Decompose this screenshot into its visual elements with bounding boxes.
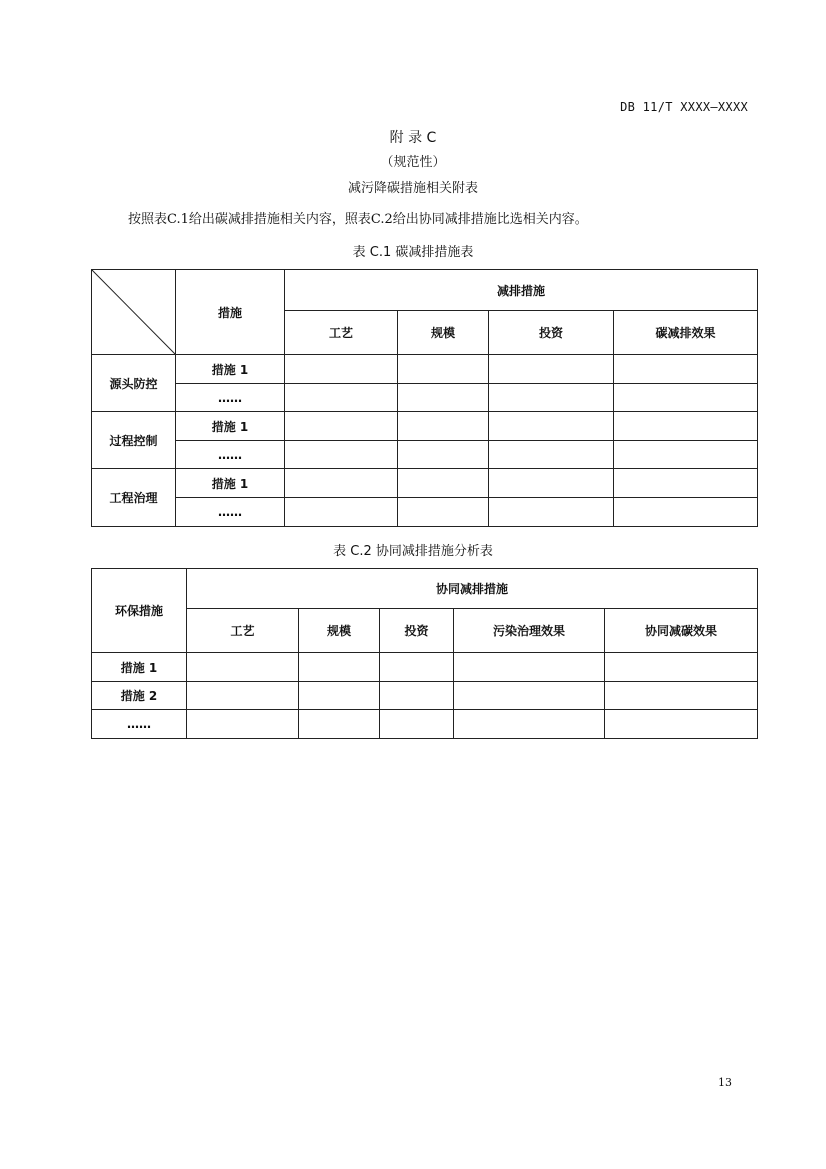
appendix-type: （规范性） [380,155,446,170]
table-cell [380,653,454,682]
table-cell [605,653,758,682]
row-label: 措施 1 [176,355,285,384]
table-cell [605,682,758,710]
table-cell [398,412,489,441]
table-cell [454,710,605,739]
table-cell [489,355,614,384]
row-label: 措施 1 [176,469,285,498]
table-cell [614,412,758,441]
intro-paragraph: 按照表C.1给出碳减排措施相关内容，照表C.2给出协同减排措施比选相关内容。 [128,212,588,227]
column-header: 投资 [380,609,454,653]
table-cell [187,653,299,682]
table-cell [398,384,489,412]
table-cell [285,441,398,469]
measure-column-header: 措施 [176,270,285,355]
synergy-measures-header: 协同减排措施 [187,569,758,609]
row-label: …… [176,384,285,412]
table-cell [454,653,605,682]
table-cell [489,498,614,527]
table-cell [489,412,614,441]
carbon-reduction-table [91,269,758,527]
table-cell [285,498,398,527]
diagonal-line [92,270,175,354]
table-cell [398,469,489,498]
table-cell [380,682,454,710]
column-header: 工艺 [285,311,398,355]
diagonal-header-cell [92,270,176,355]
row-label: …… [176,441,285,469]
group-label: 过程控制 [92,412,176,469]
column-header: 工艺 [187,609,299,653]
table-cell [398,498,489,527]
column-header: 投资 [489,311,614,355]
group-label: 工程治理 [92,469,176,527]
group-label: 源头防控 [92,355,176,412]
column-header: 碳减排效果 [614,311,758,355]
table-cell [285,384,398,412]
table-cell [489,469,614,498]
table-cell [187,682,299,710]
row-label: 措施 2 [92,682,187,710]
table-cell [614,441,758,469]
table-cell [299,653,380,682]
column-header: 规模 [299,609,380,653]
table-cell [285,469,398,498]
table1-caption: 表 C.1 碳减排措施表 [352,245,474,260]
table-cell [285,355,398,384]
document-code: DB 11/T XXXX—XXXX [620,100,748,114]
table-cell [614,469,758,498]
table2-caption: 表 C.2 协同减排措施分析表 [333,544,493,559]
table-cell [299,682,380,710]
table-cell [398,441,489,469]
row-label: 措施 1 [176,412,285,441]
table-cell [454,682,605,710]
row-label: 措施 1 [92,653,187,682]
table-cell [285,412,398,441]
synergy-reduction-table [91,568,758,739]
column-header: 污染治理效果 [454,609,605,653]
reduction-measures-header: 减排措施 [285,270,758,311]
table-cell [187,710,299,739]
section-title: 减污降碳措施相关附表 [347,181,478,196]
table-cell [614,498,758,527]
env-measure-header: 环保措施 [92,569,187,653]
table-cell [398,355,489,384]
row-label: …… [176,498,285,527]
table-cell [299,710,380,739]
table-cell [489,384,614,412]
column-header: 规模 [398,311,489,355]
appendix-title: 附 录 C [389,130,437,146]
table-cell [614,355,758,384]
table-cell [380,710,454,739]
column-header: 协同减碳效果 [605,609,758,653]
page-number: 13 [718,1076,732,1089]
table-cell [605,710,758,739]
row-label: …… [92,710,187,739]
table-cell [614,384,758,412]
table-cell [489,441,614,469]
